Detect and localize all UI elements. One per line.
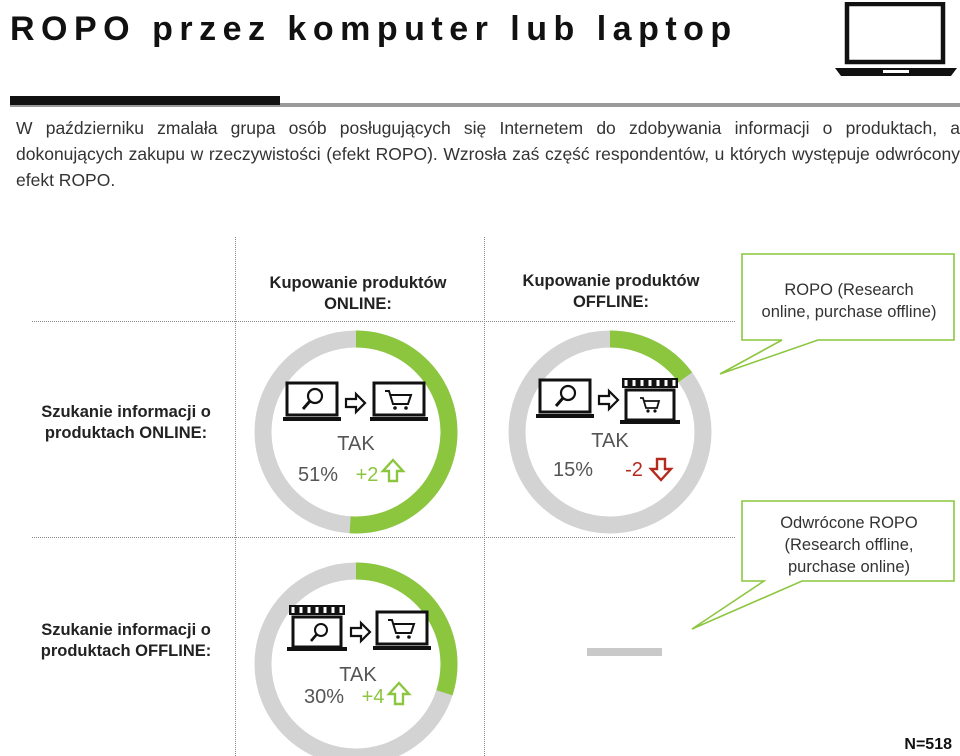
page-title: ROPO przez komputer lub laptop: [10, 10, 738, 48]
donut-value-arc: [350, 339, 449, 525]
laptop-cart-icon: [373, 612, 431, 650]
arrow-down-icon: [651, 459, 671, 480]
change-label: -2: [625, 459, 643, 481]
laptop-search-icon: [536, 380, 594, 418]
arrow-right-icon: [351, 623, 370, 641]
laptop-search-icon: [283, 383, 341, 421]
store-search-icon: [287, 605, 347, 651]
arrow-up-icon: [383, 460, 403, 481]
arrow-right-icon: [346, 394, 365, 412]
reverse-ropo-callout-text: Odwrócone ROPO (Research offline, purchase online): [780, 514, 918, 576]
arrow-right-icon: [599, 391, 618, 409]
intro-paragraph: W październiku zmalała grupa osób posługujących się Internetem do zdobywania informacji o produktach, a dokonujących zakupu w rzeczywistości (efekt ROPO). Wzrosła zaś część respondentów, u których występuje odwrócony efekt ROPO.: [16, 118, 960, 190]
value-label: 15%: [552, 459, 594, 481]
laptop-cart-icon: [370, 383, 428, 421]
row-header-online: Szukanie informacji o produktach ONLINE:: [41, 403, 211, 442]
change-label: +4: [361, 686, 385, 708]
store-cart-icon: [620, 378, 680, 424]
sample-size: N=518: [904, 736, 952, 753]
arrow-up-icon: [389, 683, 409, 704]
ropo-callout-text: ROPO (Research online, purchase offline): [761, 281, 937, 321]
row-header-offline: Szukanie informacji o produktach OFFLINE:: [40, 621, 212, 660]
change-label: +2: [355, 464, 379, 486]
label-tak: TAK: [337, 433, 375, 455]
column-header-online: Kupowanie produktów ONLINE:: [269, 274, 447, 313]
value-label: 30%: [303, 686, 345, 708]
value-label: 51%: [297, 464, 339, 486]
label-tak: TAK: [591, 430, 629, 452]
empty-cell-marker: [587, 648, 662, 656]
donut-value-arc: [610, 339, 685, 377]
column-header-offline: Kupowanie produktów OFFLINE:: [522, 272, 700, 311]
label-tak: TAK: [339, 664, 377, 686]
